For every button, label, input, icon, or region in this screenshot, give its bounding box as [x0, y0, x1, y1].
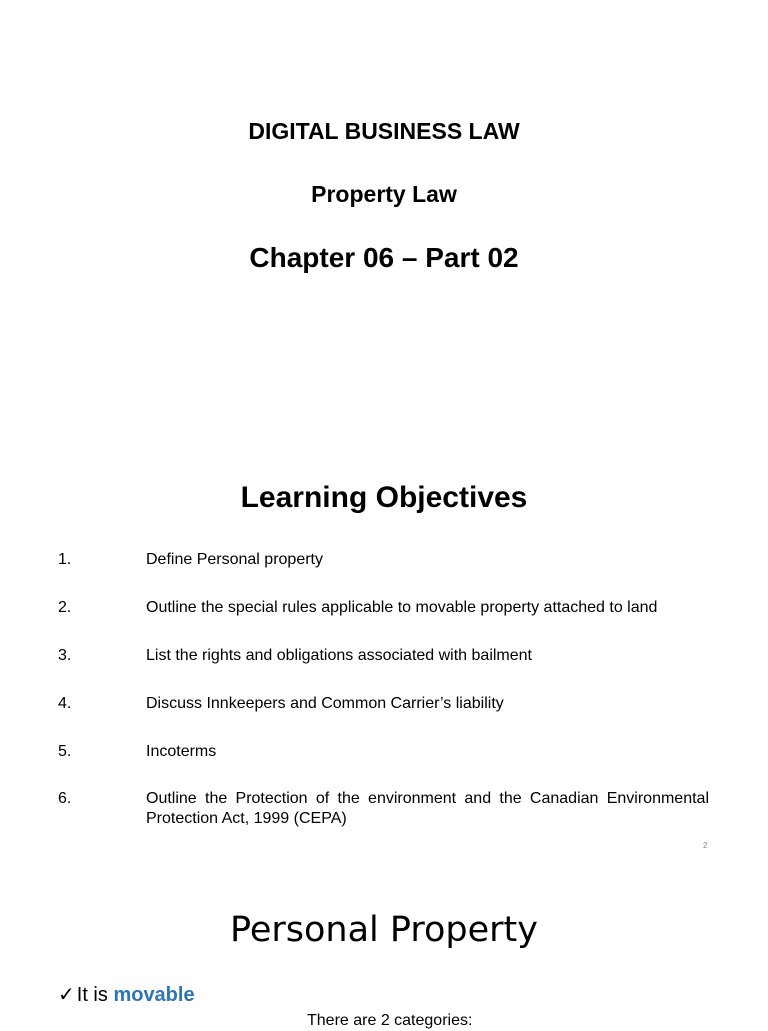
bullet-movable — [58, 981, 195, 1009]
objective-number: 5. — [58, 743, 72, 760]
objective-number: 6. — [58, 790, 72, 807]
objective-number: 4. — [58, 695, 72, 712]
course-title: DIGITAL BUSINESS LAW — [248, 118, 520, 144]
objective-text: Outline the Protection of the environment and the Canadian Environmental Protection Act, 1999 (CEPA) — [146, 790, 709, 827]
objective-text: Outline the special rules applicable to movable property attached to land — [146, 599, 658, 616]
bullet-prefix: It is — [76, 984, 114, 1006]
chapter-title: Chapter 06 – Part 02 — [249, 242, 519, 273]
objective-text: Define Personal property — [146, 551, 323, 568]
objective-number: 3. — [58, 647, 72, 664]
check-icon: ✓ — [58, 984, 75, 1006]
bullet-emphasis: movable — [113, 984, 195, 1006]
objective-text: Incoterms — [146, 743, 217, 760]
objective-number: 1. — [58, 551, 72, 568]
objectives-heading: Learning Objectives — [240, 481, 528, 514]
personal-property-heading: Personal Property — [229, 910, 538, 950]
subject-title: Property Law — [311, 181, 457, 207]
objective-number: 2. — [58, 599, 72, 616]
page-number: 2 — [703, 841, 708, 850]
objective-text: List the rights and obligations associated with bailment — [146, 647, 532, 664]
objective-text: Discuss Innkeepers and Common Carrier’s liability — [146, 695, 504, 712]
categories-text: There are 2 categories: — [307, 1012, 473, 1029]
